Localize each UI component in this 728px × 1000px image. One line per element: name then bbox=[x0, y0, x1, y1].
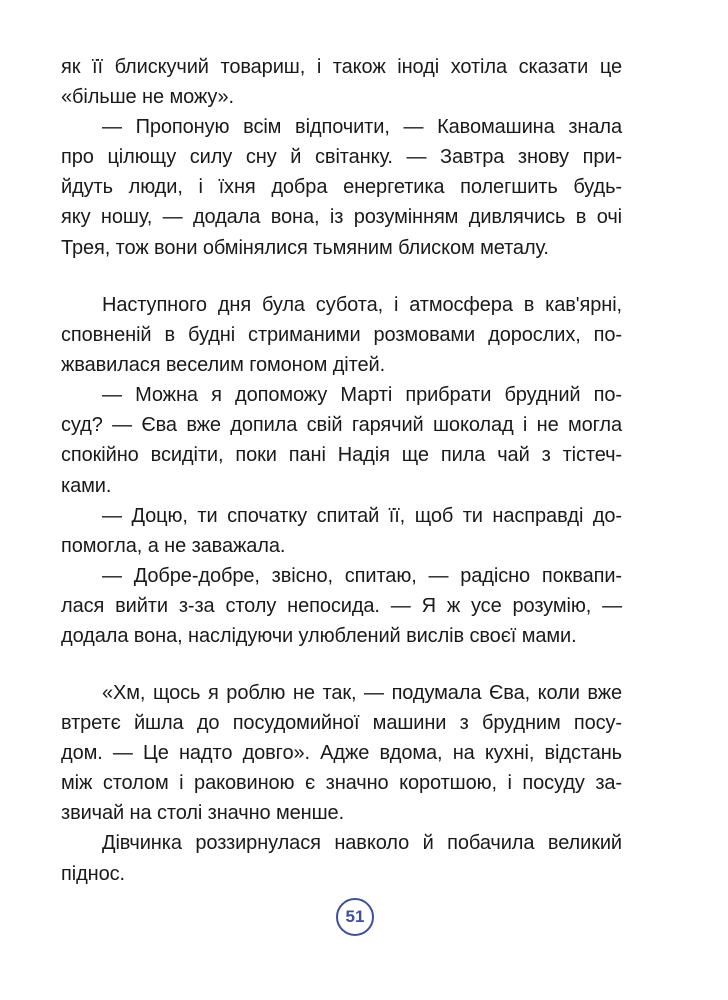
text-line: Трея, тож вони обмінялися тьмяним блиском металу. bbox=[61, 236, 549, 259]
text-block-1 bbox=[61, 52, 622, 263]
text-line: між столом і раковиною є значно коротшою, і посуду за- bbox=[61, 772, 622, 795]
text-line: — Пропоную всім відпочити, — Кавомашина знала bbox=[102, 116, 622, 139]
text-line: лася вийти з-за столу непосида. — Я ж усе розумію, — bbox=[61, 594, 622, 617]
text-line: Дівчинка роззирнулася навколо й побачила великий bbox=[102, 832, 622, 855]
text-block-3 bbox=[61, 678, 622, 889]
text-line: жвавилася веселим гомоном дітей. bbox=[61, 354, 386, 377]
text-line: ками. bbox=[61, 474, 112, 497]
text-line: піднос. bbox=[61, 862, 125, 885]
text-line: сповненій в будні стриманими розмовами дорослих, по- bbox=[61, 324, 622, 347]
page-number: 51 bbox=[345, 907, 365, 926]
text-line: додала вона, наслідуючи улюблений вислів своєї мами. bbox=[61, 625, 577, 648]
text-line: Наступного дня була субота, і атмосфера в кав'ярні, bbox=[102, 294, 622, 316]
text-line: «більше не можу». bbox=[61, 86, 235, 109]
text-line: втретє йшла до посудомийної машини з брудним посу- bbox=[61, 712, 622, 735]
text-line: про цілющу силу сну й світанку. — Завтра знову при- bbox=[61, 146, 622, 169]
text-line: — Доцю, ти спочатку спитай її, щоб ти насправді до- bbox=[102, 504, 622, 527]
text-block-2 bbox=[61, 290, 622, 651]
text-line: дом. — Це надто довго». Адже вдома, на кухні, відстань bbox=[61, 742, 622, 765]
text-line: — Можна я допоможу Марті прибрати брудний по- bbox=[102, 384, 622, 407]
text-line: суд? — Єва вже допила свій гарячий шоколад і не могла bbox=[61, 414, 622, 437]
text-line: як її блискучий товариш, і також іноді хотіла сказати це bbox=[61, 56, 622, 78]
page-number-badge bbox=[336, 898, 374, 936]
text-line: йдуть люди, і їхня добра енергетика полегшить будь- bbox=[61, 176, 622, 199]
text-line: — Добре-добре, звісно, спитаю, — радісно поквапи- bbox=[102, 564, 622, 587]
text-line: звичай на столі значно менше. bbox=[61, 802, 345, 825]
text-line: яку ношу, — додала вона, із розумінням дивлячись в очі bbox=[61, 206, 622, 229]
text-line: «Хм, щось я роблю не так, — подумала Єва, коли вже bbox=[102, 682, 622, 704]
text-line: спокійно всидіти, поки пані Надія ще пила чай з тістеч- bbox=[61, 444, 622, 467]
text-line: помогла, а не заважала. bbox=[61, 534, 286, 557]
